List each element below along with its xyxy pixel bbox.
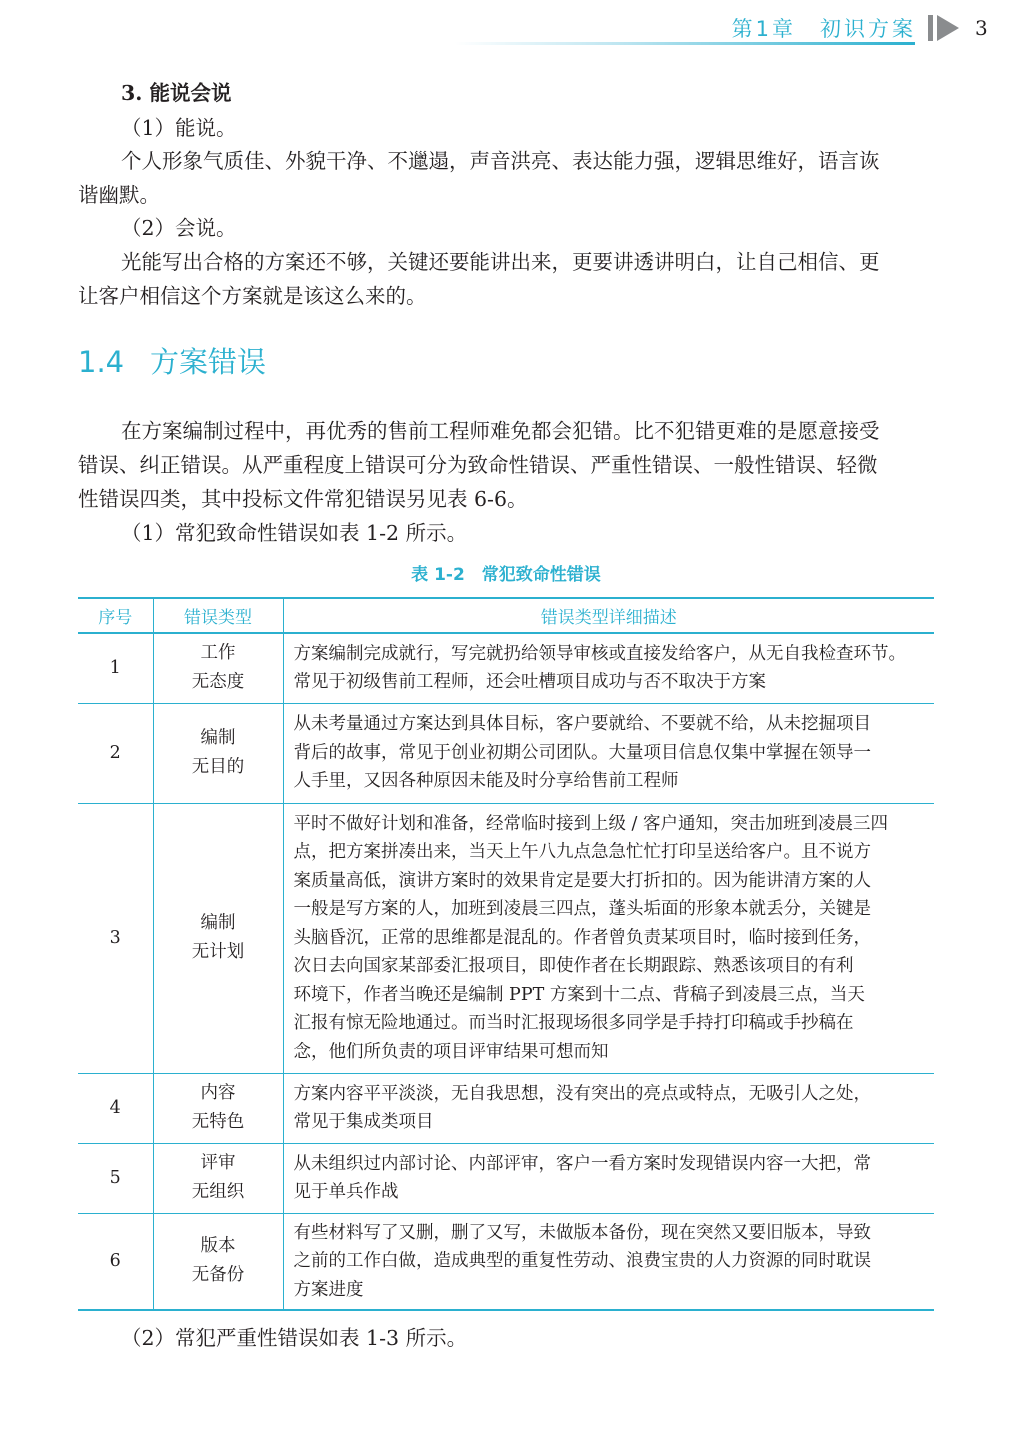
row-desc <box>283 633 934 703</box>
type-line: 工作 <box>200 643 236 664</box>
row-type <box>153 803 283 1073</box>
item2-text-line-2: 让客户相信这个方案就是该这么来的。 <box>78 284 427 308</box>
desc-line: 环境下，作者当晚还是编制 PPT 方案到十二点、背稿子到凌晨三点，当天 <box>293 984 865 1005</box>
item1-text-line-1: 个人形象气质佳、外貌干净、不邋遢，声音洪亮、表达能力强，逻辑思维好，语言诙 <box>121 149 880 173</box>
subsection-heading: 3. 能说会说 <box>121 81 232 105</box>
row-type <box>153 1143 283 1213</box>
desc-line: 之前的工作白做，造成典型的重复性劳动、浪费宝贵的人力资源的同时耽误 <box>293 1251 871 1271</box>
chapter-title: 第1章 初识方案 <box>731 17 916 41</box>
desc-line: 头脑昏沉，正常的思维都是混乱的。作者曾负责某项目时，临时接到任务， <box>293 927 871 948</box>
desc-line: 方案编制完成就行，写完就扔给领导审核或直接发给客户，从无自我检查环节。 <box>293 643 906 664</box>
desc-line: 一般是写方案的人，加班到凌晨三四点，蓬头垢面的形象本就丢分，关键是 <box>293 899 871 920</box>
type-line: 内容 <box>200 1083 236 1103</box>
table-row <box>78 633 934 703</box>
row-desc <box>283 803 934 1073</box>
desc-line: 平时不做好计划和准备，经常临时接到上级 / 客户通知，突击加班到凌晨三四 <box>293 813 889 834</box>
type-line: 无特色 <box>191 1112 245 1132</box>
row-type <box>153 703 283 803</box>
table-row <box>78 1213 934 1310</box>
play-arrow-icon <box>928 13 960 43</box>
type-line: 无组织 <box>191 1182 245 1202</box>
section-item2: （2）常犯严重性错误如表 1-3 所示。 <box>121 1326 468 1350</box>
item1-label: （1）能说。 <box>121 116 237 140</box>
desc-line: 案质量高低，演讲方案时的效果肯定是要大打折扣的。因为能讲清方案的人 <box>293 870 871 891</box>
row-type <box>153 1213 283 1310</box>
section-item1: （1）常犯致命性错误如表 1-2 所示。 <box>121 521 468 545</box>
type-line: 编制 <box>200 728 236 748</box>
section-heading <box>78 340 266 390</box>
row-no: 2 <box>78 703 153 803</box>
desc-line: 常见于初级售前工程师，还会吐槽项目成功与否不取决于方案 <box>293 672 766 693</box>
row-type <box>153 633 283 703</box>
type-line: 评审 <box>200 1153 236 1173</box>
section-number: 1.4 <box>78 345 125 379</box>
desc-line: 常见于集成类项目 <box>293 1112 434 1132</box>
type-line: 版本 <box>200 1236 236 1257</box>
page-header <box>0 0 1010 56</box>
desc-line: 有些材料写了又删，删了又写，未做版本备份，现在突然又要旧版本，导致 <box>293 1222 871 1243</box>
desc-line: 背后的故事，常见于创业初期公司团队。大量项目信息仅集中掌握在领导一 <box>293 742 871 763</box>
desc-line: 方案内容平平淡淡，无自我思想，没有突出的亮点或特点，无吸引人之处， <box>293 1083 871 1104</box>
desc-line: 点，把方案拼凑出来，当天上午八九点急急忙忙打印呈送给客户。且不说方 <box>293 842 871 863</box>
header-no: 序号 <box>78 598 153 633</box>
row-no: 4 <box>78 1073 153 1143</box>
row-no: 1 <box>78 633 153 703</box>
desc-line: 方案进度 <box>293 1279 364 1300</box>
table-header-row <box>78 598 934 633</box>
header-desc: 错误类型详细描述 <box>283 598 934 633</box>
row-type <box>153 1073 283 1143</box>
header-rule <box>455 42 915 45</box>
desc-line: 从未考量通过方案达到具体目标，客户要就给、不要就不给，从未挖掘项目 <box>293 714 871 735</box>
type-line: 无态度 <box>191 672 245 693</box>
table-row <box>78 1143 934 1213</box>
header-type: 错误类型 <box>153 598 283 633</box>
errors-table <box>78 597 934 1311</box>
item2-label: （2）会说。 <box>121 216 237 240</box>
row-no: 5 <box>78 1143 153 1213</box>
type-line: 无计划 <box>191 942 245 962</box>
table-row <box>78 1073 934 1143</box>
table-row <box>78 703 934 803</box>
desc-line: 念，他们所负责的项目评审结果可想而知 <box>293 1041 609 1062</box>
desc-line: 次日去向国家某部委汇报项目，即使作者在长期跟踪、熟悉该项目的有利 <box>293 956 854 977</box>
row-desc <box>283 1073 934 1143</box>
row-desc <box>283 1213 934 1310</box>
row-no: 3 <box>78 803 153 1073</box>
type-line: 无备份 <box>191 1265 245 1286</box>
table-row <box>78 803 934 1073</box>
intro-line-1: 在方案编制过程中，再优秀的售前工程师难免都会犯错。比不犯错更难的是愿意接受 <box>121 419 880 443</box>
intro-line-2: 错误、纠正错误。从严重程度上错误可分为致命性错误、严重性错误、一般性错误、轻微 <box>78 453 878 477</box>
page-number: 3 <box>975 16 988 40</box>
type-line: 编制 <box>200 913 236 933</box>
desc-line: 人手里，又因各种原因未能及时分享给售前工程师 <box>293 771 679 792</box>
type-line: 无目的 <box>191 757 245 777</box>
desc-line: 见于单兵作战 <box>293 1182 399 1202</box>
table-caption: 表 1-2 常犯致命性错误 <box>411 565 601 585</box>
item1-text-line-2: 谐幽默。 <box>78 183 160 207</box>
desc-line: 汇报有惊无险地通过。而当时汇报现场很多同学是手持打印稿或手抄稿在 <box>293 1013 854 1034</box>
desc-line: 从未组织过内部讨论、内部评审，客户一看方案时发现错误内容一大把，常 <box>293 1153 871 1174</box>
row-desc <box>283 703 934 803</box>
section-title: 方案错误 <box>150 345 267 379</box>
intro-line-3: 性错误四类，其中投标文件常犯错误另见表 6-6。 <box>78 487 528 511</box>
row-no: 6 <box>78 1213 153 1310</box>
row-desc <box>283 1143 934 1213</box>
item2-text-line-1: 光能写出合格的方案还不够，关键还要能讲出来，更要讲透讲明白，让自己相信、更 <box>121 250 880 274</box>
